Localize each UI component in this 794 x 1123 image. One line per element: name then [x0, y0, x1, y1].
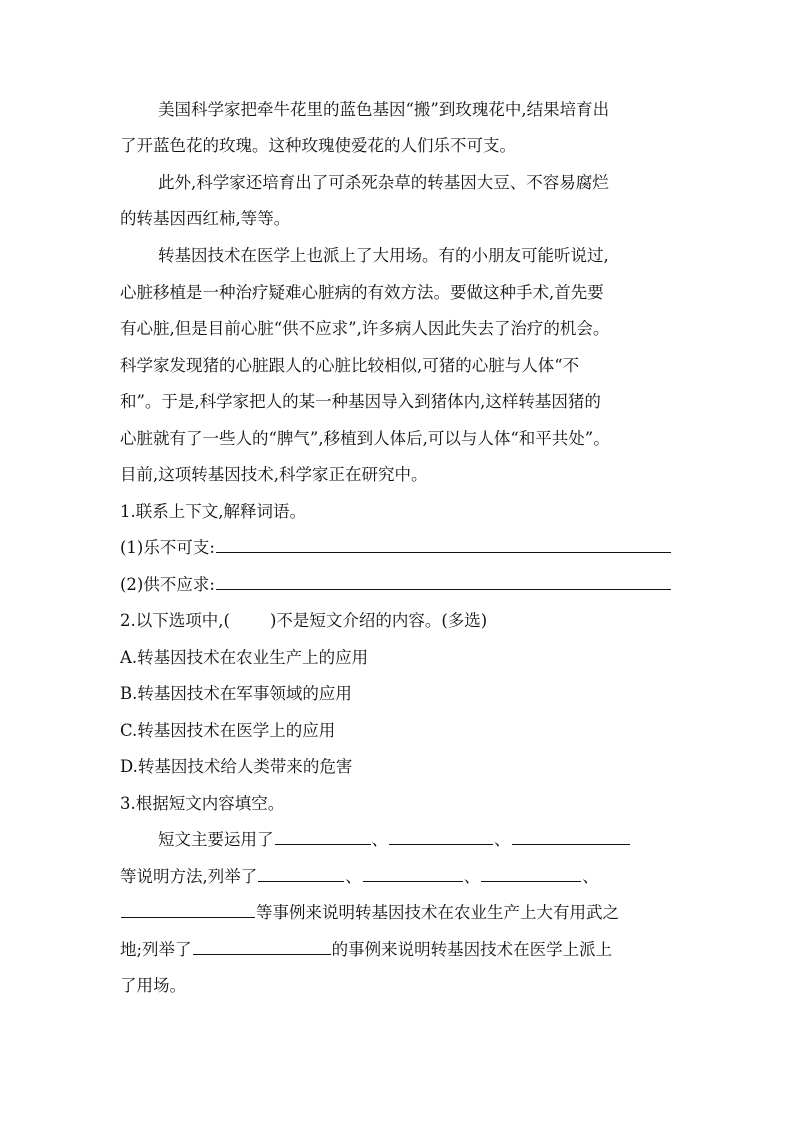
- comma-sep: 、: [463, 867, 481, 886]
- question-3-line: [158, 826, 631, 850]
- option-d: D.转基因技术给人类带来的危害: [120, 757, 353, 776]
- stem-part: 的事例来说明转基因技术在医学上派上: [331, 940, 613, 959]
- question-2-stem: [120, 607, 487, 631]
- stem-part: 2.以下选项中,(: [120, 611, 230, 630]
- answer-blank[interactable]: [216, 572, 671, 590]
- item-label: (2)供不应求:: [120, 575, 215, 594]
- answer-blank[interactable]: [258, 864, 344, 882]
- passage-line: 目前,这项转基因技术,科学家正在研究中。: [120, 465, 428, 484]
- option-b: B.转基因技术在军事领域的应用: [120, 684, 352, 703]
- answer-blank[interactable]: [121, 900, 255, 918]
- comma-sep: 、: [371, 830, 388, 849]
- passage-line: 此外,科学家还培育出了可杀死杂草的转基因大豆、不容易腐烂: [158, 173, 609, 192]
- passage-line: 了开蓝色花的玫瑰。这种玫瑰使爱花的人们乐不可支。: [120, 136, 516, 155]
- stem-part: 地;列举了: [120, 940, 192, 959]
- question-3-stem: 3.根据短文内容填空。: [120, 794, 285, 813]
- stem-part: )不是短文介绍的内容。(多选): [269, 611, 488, 630]
- answer-blank[interactable]: [275, 827, 371, 845]
- passage-line: 心脏就有了一些人的“脾气”,移植到人体后,可以与人体“和平共处”。: [120, 429, 610, 448]
- question-3-line: [120, 863, 599, 887]
- passage-line: 的转基因西红柿,等等。: [120, 209, 291, 228]
- answer-blank[interactable]: [389, 827, 493, 845]
- stem-part: 等说明方法,列举了: [120, 867, 258, 886]
- passage-line: 心脏移植是一种治疗疑难心脏病的有效方法。要做这种手术,首先要: [120, 283, 604, 302]
- passage-line: 有心脏,但是目前心脏“供不应求”,许多病人因此失去了治疗的机会。: [120, 319, 610, 338]
- item-label: (1)乐不可支:: [120, 538, 215, 557]
- comma-sep: 、: [582, 867, 599, 886]
- option-c: C.转基因技术在医学上的应用: [120, 721, 336, 740]
- answer-blank[interactable]: [481, 864, 581, 882]
- question-1-stem: 1.联系上下文,解释词语。: [120, 502, 306, 521]
- passage-line: 美国科学家把牵牛花里的蓝色基因“搬”到玫瑰花中,结果培育出: [158, 100, 610, 119]
- passage-line: 和”。于是,科学家把人的某一种基因导入到猪体内,这样转基因猪的: [120, 392, 601, 411]
- stem-part: 等事例来说明转基因技术在农业生产上大有用武之: [256, 903, 619, 922]
- passage-line: 科学家发现猪的心脏跟人的心脏比较相似,可猪的心脏与人体“不: [120, 356, 580, 375]
- question-1-item-2: [120, 571, 672, 595]
- answer-blank[interactable]: [363, 864, 463, 882]
- answer-blank[interactable]: [193, 937, 331, 955]
- question-3-line: [120, 936, 612, 960]
- comma-sep: 、: [494, 830, 511, 849]
- answer-blank[interactable]: [512, 827, 630, 845]
- question-1-item-1: [120, 534, 672, 558]
- comma-sep: 、: [345, 867, 362, 886]
- option-a: A.转基因技术在农业生产上的应用: [120, 648, 369, 667]
- stem-part: 短文主要运用了: [158, 830, 274, 849]
- answer-blank[interactable]: [216, 535, 671, 553]
- question-3-line: [120, 899, 619, 923]
- passage-line: 转基因技术在医学上也派上了大用场。有的小朋友可能听说过,: [158, 246, 609, 265]
- question-3-line: 了用场。: [120, 976, 186, 995]
